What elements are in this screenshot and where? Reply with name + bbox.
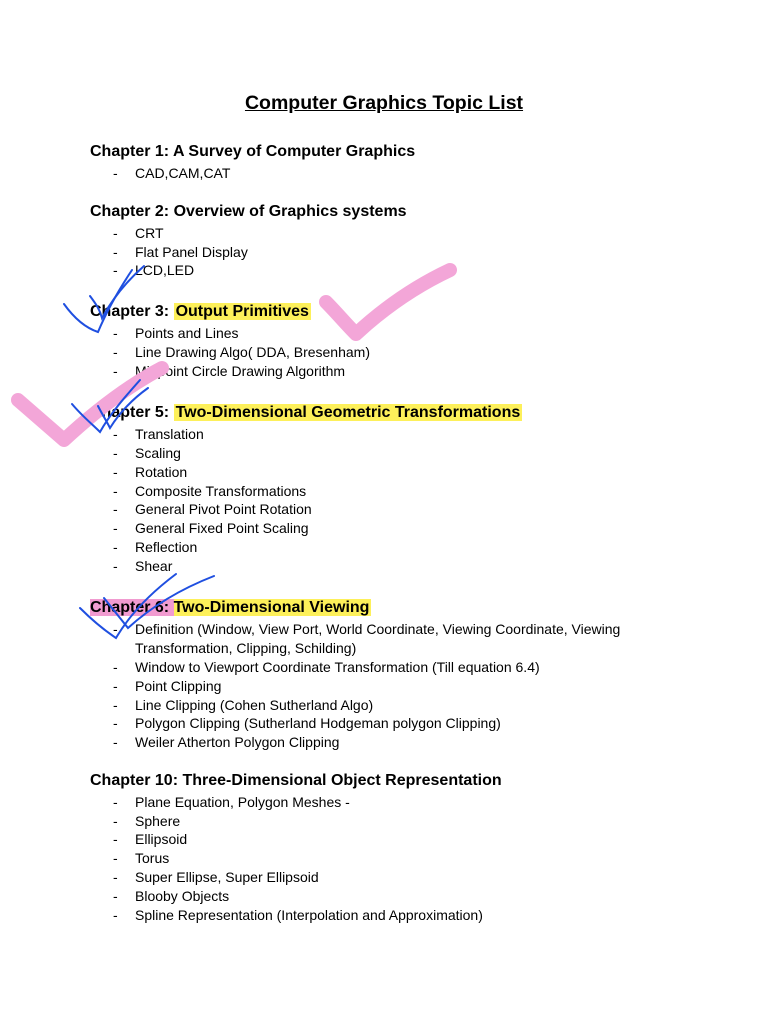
highlight: Two-Dimensional Geometric Transformations [175, 404, 521, 421]
chapter-10-heading: Chapter 10: Three-Dimensional Object Representation [90, 772, 502, 789]
chapter-3-heading: Chapter 3: Output Primitives [90, 303, 309, 320]
chapter-5-heading: Chapter 5: Two-Dimensional Geometric Transformations [90, 404, 521, 421]
page-title: Computer Graphics Topic List [244, 92, 524, 114]
highlight: Output Primitives [175, 303, 309, 320]
highlight: Two-Dimensional Viewing [173, 599, 370, 616]
chapter-1-heading: Chapter 1: A Survey of Computer Graphics [90, 143, 416, 160]
chapter-6-heading [90, 599, 371, 617]
chapter-2-heading: Chapter 2: Overview of Graphics systems [90, 203, 407, 220]
highlight: Chapter 6: [90, 599, 174, 616]
document-page: Computer Graphics Topic List Chapter 1: A Survey of Computer Graphics - CAD,CAM,CAT Chapter 2: Overview of Graphics systems - CRT - Flat Panel Display - LCD,LED Chapter 3: Output Primitives - Points and Lines - Line Drawing Algo( DDA, Bresenham) - Midpoint Circle Drawing Algorithm Chapter 5: Two-Dimensional Geometric Transformations - Translation - Scaling - Rotation - Composite Transformations - General Pivot Point Rotation - General Fixed Point Scaling - Reflection - Shear Chapter 6: Two-Dimensional Viewing - Definition (Window, View Port, World Coordinate, Viewing Coordinate, Viewing Transformation, Clipping, Schilding) - Window to Viewport Coordinate Transformation (Till equation 6.4) - Point Clipping - Line Clipping (Cohen Sutherland Algo) - Polygon Clipping (Sutherland Hodgeman polygon Clipping) - Weiler Atherton Polygon Clipping Chapter 10: Three-Dimensional Object Representation - Plane Equation, Polygon Meshes - - Sphere - Ellipsoid - Torus - Super Ellipse, Super Ellipsoid - Blooby Objects - Spline Representation (Interpolation and Approximation) [0, 0, 768, 1024]
pink-checkmark-icon [326, 270, 450, 334]
blue-checkmark-icon [64, 270, 132, 332]
